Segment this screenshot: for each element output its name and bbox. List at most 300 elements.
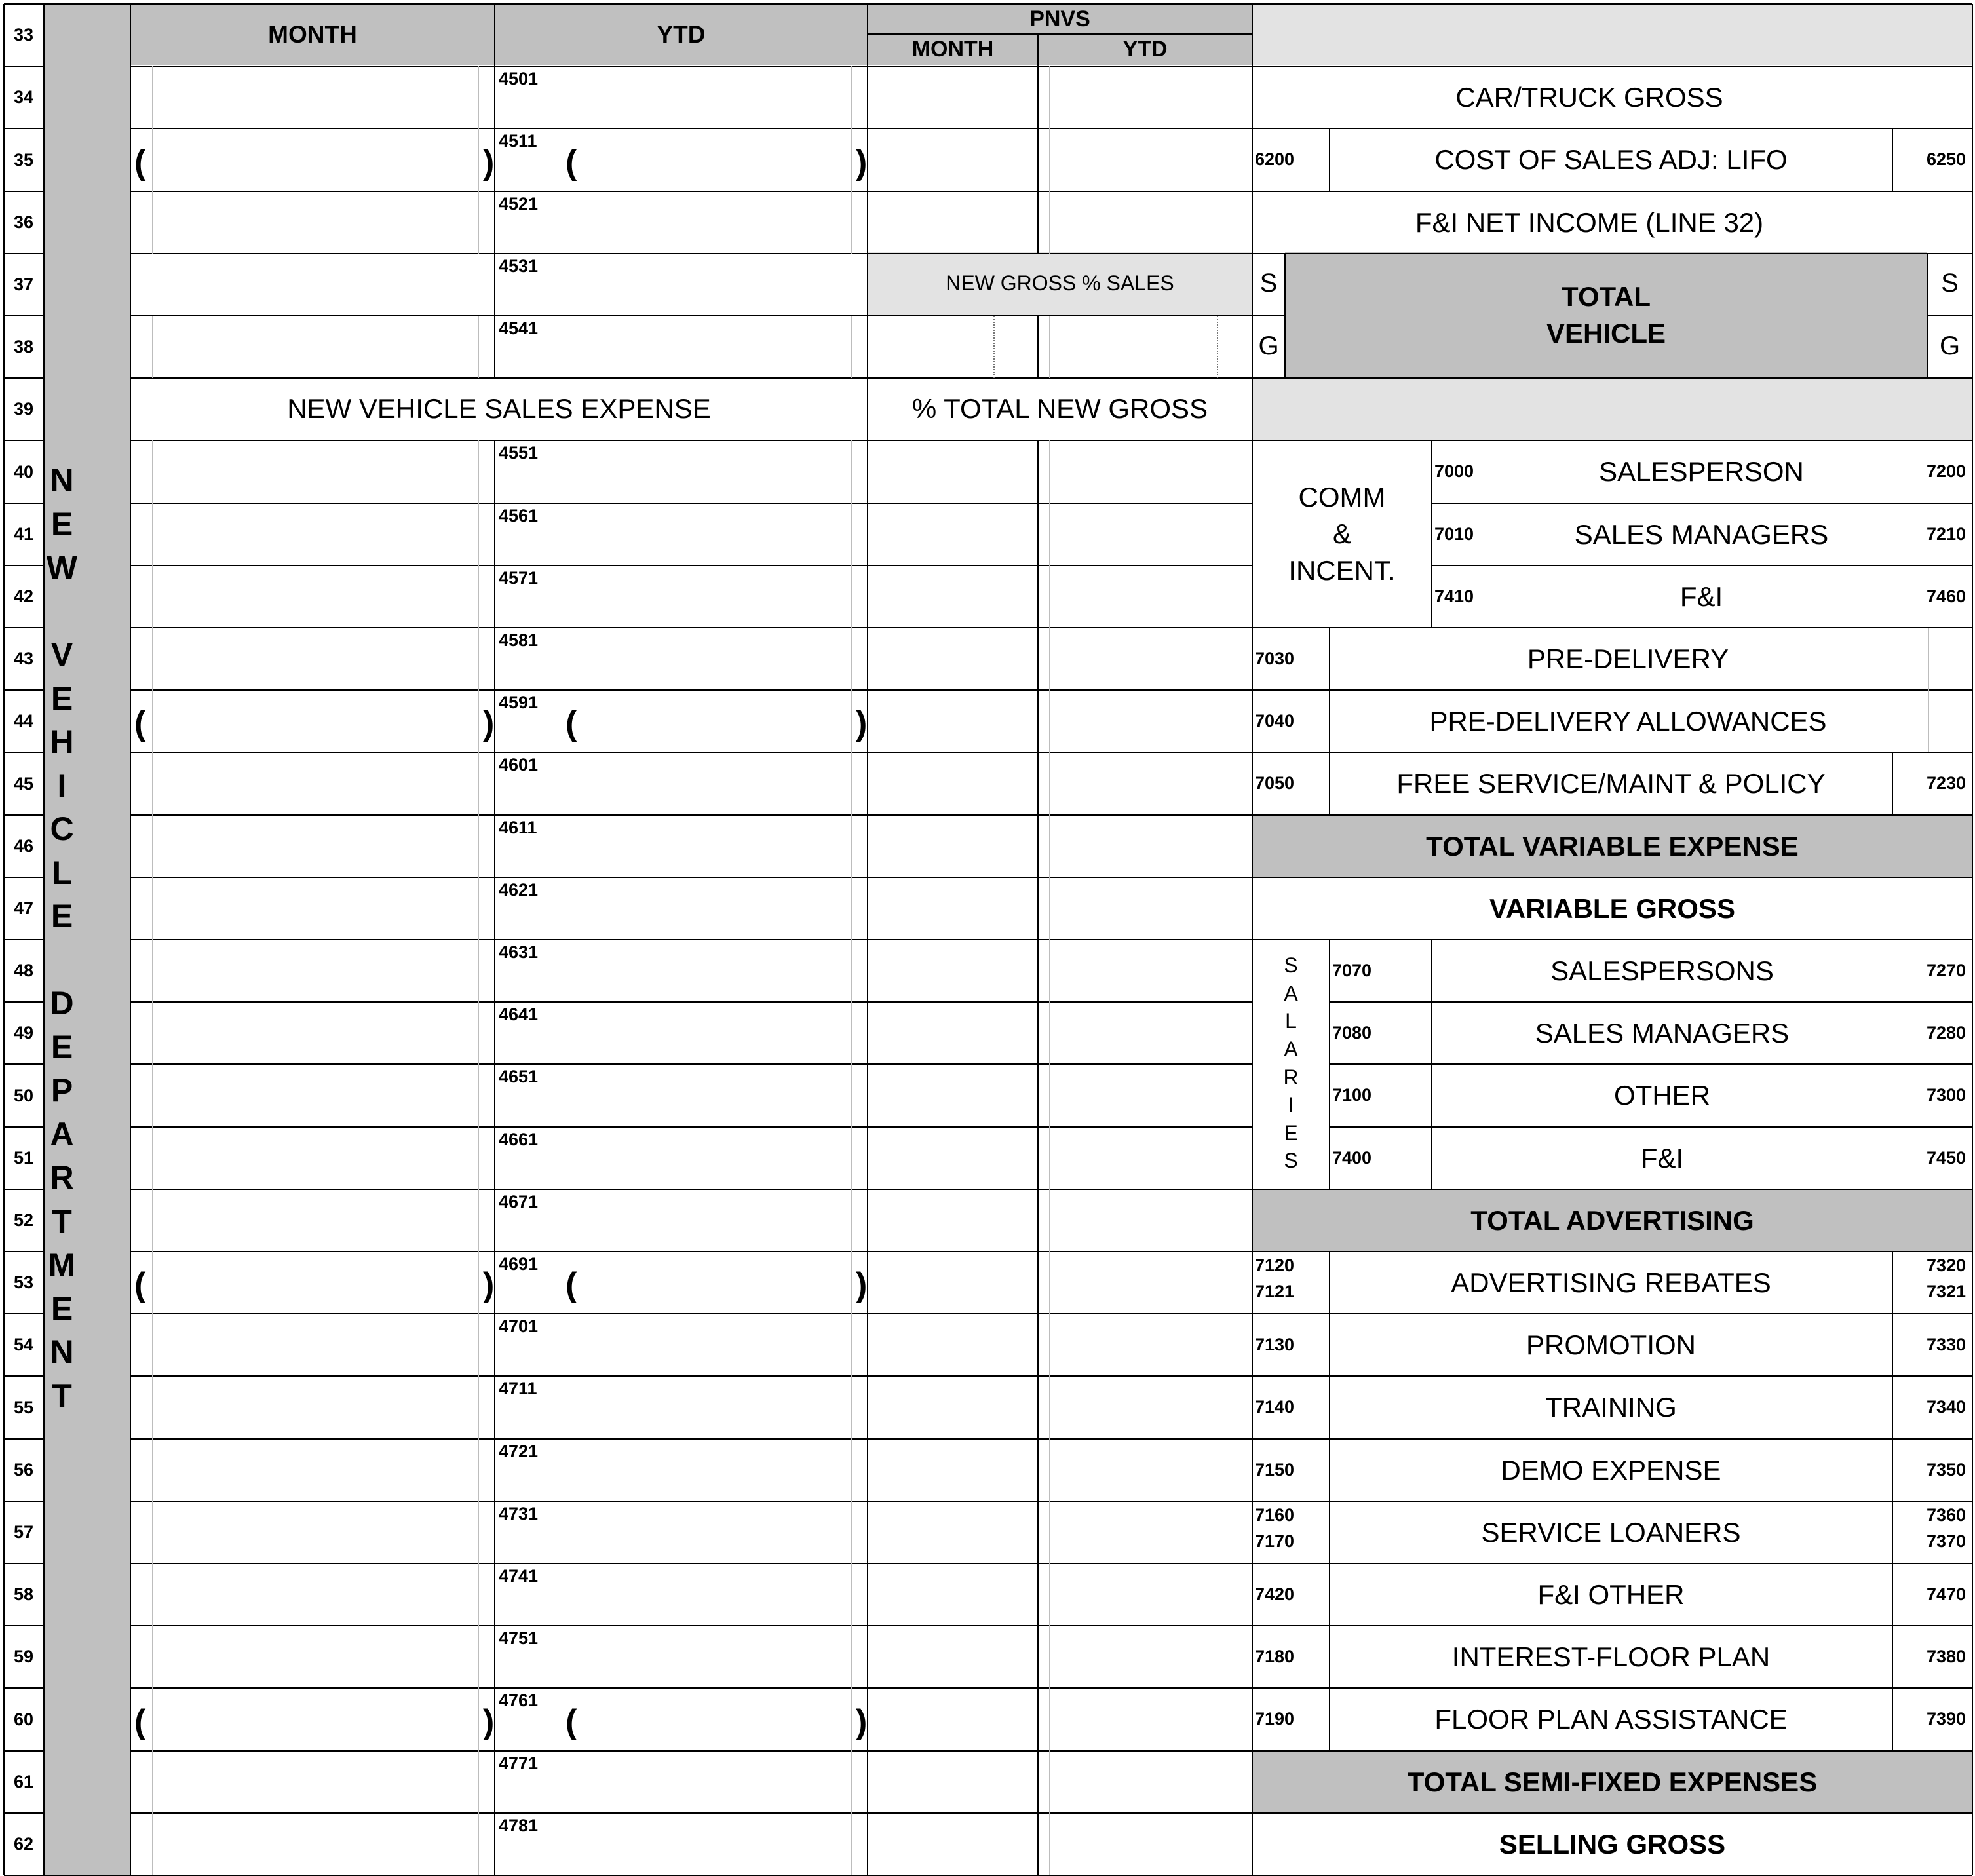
pnvs-ytd-cell[interactable] bbox=[1038, 1626, 1252, 1688]
pnvs-ytd-cell[interactable] bbox=[1038, 1002, 1252, 1064]
ytd-amount-cell[interactable] bbox=[495, 565, 868, 628]
grid-hline bbox=[4, 1251, 44, 1252]
right-row-label bbox=[1330, 690, 1927, 752]
pnvs-ytd-cell[interactable] bbox=[1038, 1252, 1252, 1314]
ytd-amount-cell[interactable] bbox=[495, 877, 868, 940]
pnvs-month-cell[interactable] bbox=[868, 1563, 1038, 1626]
comm-row-text: F&I bbox=[1679, 581, 1723, 612]
ytd-account-code: 4671 bbox=[499, 1192, 539, 1212]
month-header bbox=[130, 4, 495, 65]
grid-vline bbox=[851, 191, 852, 254]
month-amount-cell[interactable] bbox=[130, 316, 495, 378]
grid-vline bbox=[867, 1563, 868, 1626]
ytd-amount-cell[interactable] bbox=[495, 254, 868, 316]
grid-hline bbox=[130, 1251, 1252, 1252]
grid-vline bbox=[1037, 128, 1039, 191]
grid-hline bbox=[130, 814, 1252, 816]
grid-vline bbox=[867, 628, 868, 690]
grid-vline bbox=[851, 1189, 852, 1252]
ytd-amount-cell[interactable] bbox=[495, 815, 868, 877]
department-letter: C bbox=[50, 811, 74, 847]
month-amount-cell[interactable] bbox=[130, 1751, 495, 1813]
grid-vline bbox=[152, 316, 153, 378]
pnvs-ytd-cell[interactable] bbox=[1038, 1064, 1252, 1127]
pnvs-month-cell[interactable] bbox=[868, 440, 1038, 503]
new-gross-pct-sales-label: NEW GROSS % SALES bbox=[946, 271, 1174, 295]
right-row-label bbox=[1330, 1688, 1892, 1751]
month-amount-cell[interactable] bbox=[130, 1127, 495, 1189]
right-account-code: 7321 bbox=[1927, 1282, 1966, 1301]
pnvs-ytd-label: YTD bbox=[1122, 37, 1168, 62]
month-amount-cell[interactable] bbox=[130, 191, 495, 254]
grid-hline bbox=[130, 1126, 1252, 1128]
line-number: 42 bbox=[13, 586, 34, 606]
right-account-code: 7280 bbox=[1927, 1023, 1966, 1043]
left-account-code: 7121 bbox=[1255, 1282, 1295, 1301]
ytd-amount-cell[interactable] bbox=[495, 1813, 868, 1875]
right-section-blank bbox=[1252, 377, 1972, 440]
ytd-account-code: 4611 bbox=[499, 818, 537, 837]
ytd-amount-cell[interactable] bbox=[495, 1314, 868, 1376]
right-account-code: 7470 bbox=[1927, 1584, 1966, 1604]
pnvs-ytd-cell[interactable] bbox=[1038, 1189, 1252, 1252]
ytd-amount-cell[interactable] bbox=[495, 1252, 868, 1314]
right-account-code: 7360 bbox=[1927, 1505, 1966, 1525]
grid-vline bbox=[851, 1751, 852, 1813]
s-marker: S bbox=[1259, 269, 1278, 297]
grid-vline bbox=[1049, 1439, 1050, 1501]
pnvs-month-cell[interactable] bbox=[868, 940, 1038, 1002]
pnvs-month-cell[interactable] bbox=[868, 66, 1038, 128]
right-account-code: 7270 bbox=[1927, 961, 1966, 980]
grid-vline bbox=[867, 191, 868, 254]
ytd-amount-cell[interactable] bbox=[495, 1189, 868, 1252]
expense-section-title bbox=[130, 377, 868, 440]
grid-vline bbox=[478, 1626, 479, 1688]
ytd-account-code: 4731 bbox=[499, 1504, 539, 1523]
grid-vline bbox=[152, 66, 153, 128]
ytd-amount-cell[interactable] bbox=[495, 1563, 868, 1626]
grid-vline bbox=[478, 565, 479, 628]
month-amount-cell[interactable] bbox=[130, 628, 495, 690]
grid-hline bbox=[4, 1625, 44, 1626]
month-amount-cell[interactable] bbox=[130, 128, 495, 191]
ytd-amount-cell[interactable] bbox=[495, 940, 868, 1002]
ytd-account-code: 4641 bbox=[499, 1005, 539, 1024]
ytd-amount-cell[interactable] bbox=[495, 66, 868, 128]
grid-vline bbox=[1049, 940, 1050, 1002]
grid-vline bbox=[1892, 1501, 1893, 1563]
right-account-code: 7210 bbox=[1927, 524, 1966, 544]
grid-hline bbox=[4, 1812, 44, 1814]
pnvs-month-cell[interactable] bbox=[868, 752, 1038, 815]
grid-vline bbox=[494, 4, 495, 66]
month-amount-cell[interactable] bbox=[130, 66, 495, 128]
month-amount-cell[interactable] bbox=[130, 1439, 495, 1501]
grid-vline bbox=[1892, 1563, 1893, 1626]
grid-vline bbox=[494, 1314, 495, 1376]
month-amount-cell[interactable] bbox=[130, 440, 495, 503]
grid-vline bbox=[1329, 690, 1330, 752]
grid-vline bbox=[478, 1064, 479, 1127]
pnvs-month-cell[interactable] bbox=[868, 1813, 1038, 1875]
right-row-label bbox=[1330, 1376, 1892, 1439]
grid-hline bbox=[130, 503, 1252, 504]
grid-hline bbox=[868, 33, 1252, 35]
line-number: 40 bbox=[13, 462, 34, 482]
deduction-parenthesis: ( bbox=[566, 1703, 577, 1741]
grid-vline bbox=[1892, 1626, 1893, 1688]
grid-hline bbox=[1252, 377, 1972, 379]
salaries-row-label bbox=[1432, 1127, 1892, 1189]
ytd-amount-cell[interactable] bbox=[495, 1626, 868, 1688]
salaries-letter: S bbox=[1284, 1149, 1298, 1173]
salaries-letter: S bbox=[1284, 953, 1298, 977]
month-amount-cell[interactable] bbox=[130, 815, 495, 877]
pnvs-month-cell[interactable] bbox=[868, 1688, 1038, 1751]
right-row-text: TOTAL ADVERTISING bbox=[1470, 1204, 1754, 1236]
grid-vline bbox=[867, 1626, 868, 1688]
month-amount-cell[interactable] bbox=[130, 503, 495, 565]
grid-vline bbox=[494, 191, 495, 254]
grid-vline bbox=[478, 1189, 479, 1252]
line-number: 52 bbox=[13, 1210, 34, 1230]
grid-hline bbox=[4, 627, 44, 628]
department-letter: M bbox=[48, 1246, 76, 1283]
pnvs-month-cell[interactable] bbox=[868, 565, 1038, 628]
comm-row-text: SALESPERSON bbox=[1599, 456, 1804, 487]
line-number: 61 bbox=[13, 1772, 34, 1791]
pnvs-month-cell[interactable] bbox=[868, 1064, 1038, 1127]
grid-hline bbox=[1252, 877, 1972, 878]
right-row-text: SERVICE LOANERS bbox=[1481, 1516, 1741, 1548]
pnvs-ytd-cell[interactable] bbox=[1038, 940, 1252, 1002]
month-amount-cell[interactable] bbox=[130, 1501, 495, 1563]
line-number: 45 bbox=[13, 774, 34, 794]
deduction-parenthesis: ) bbox=[483, 704, 495, 742]
grid-hline bbox=[130, 877, 1252, 878]
pnvs-month-cell[interactable] bbox=[868, 1751, 1038, 1813]
comm-row-label bbox=[1510, 503, 1892, 565]
grid-vline bbox=[152, 1501, 153, 1563]
ytd-amount-cell[interactable] bbox=[495, 503, 868, 565]
left-account-code: 7150 bbox=[1255, 1460, 1295, 1480]
pnvs-month-cell[interactable] bbox=[868, 1439, 1038, 1501]
month-amount-cell[interactable] bbox=[130, 1563, 495, 1626]
line-number: 46 bbox=[13, 836, 34, 856]
month-amount-cell[interactable] bbox=[130, 1314, 495, 1376]
right-row-label bbox=[1330, 1626, 1892, 1688]
pnvs-ytd-cell[interactable] bbox=[1038, 440, 1252, 503]
grid-vline bbox=[152, 191, 153, 254]
grid-hline bbox=[4, 128, 44, 129]
grid-hline bbox=[1252, 128, 1972, 129]
ytd-account-code: 4581 bbox=[499, 630, 539, 650]
grid-vline bbox=[494, 628, 495, 690]
ytd-amount-cell[interactable] bbox=[495, 1064, 868, 1127]
month-amount-cell[interactable] bbox=[130, 1813, 495, 1875]
salaries-row-label bbox=[1432, 940, 1892, 1002]
grid-vline bbox=[152, 752, 153, 815]
grid-vline bbox=[478, 1376, 479, 1439]
g-marker: G bbox=[1939, 331, 1961, 360]
line-number: 49 bbox=[13, 1023, 34, 1043]
line-number: 54 bbox=[13, 1335, 34, 1354]
month-amount-cell[interactable] bbox=[130, 940, 495, 1002]
line-number: 55 bbox=[13, 1398, 34, 1417]
pnvs-month-cell[interactable] bbox=[868, 877, 1038, 940]
comm-row-text: SALES MANAGERS bbox=[1574, 518, 1829, 550]
ytd-amount-cell[interactable] bbox=[495, 1376, 868, 1439]
grid-vline bbox=[851, 440, 852, 503]
ytd-amount-cell[interactable] bbox=[495, 191, 868, 254]
pnvs-ytd-cell[interactable] bbox=[1038, 815, 1252, 877]
right-header-blank bbox=[1252, 4, 1972, 65]
month-amount-cell[interactable] bbox=[130, 1688, 495, 1751]
pnvs-ytd-cell[interactable] bbox=[1038, 877, 1252, 940]
grid-hline bbox=[4, 1438, 44, 1440]
grid-vline bbox=[478, 1252, 479, 1314]
pnvs-month-cell[interactable] bbox=[868, 128, 1038, 191]
pnvs-month-cell[interactable] bbox=[868, 690, 1038, 752]
pnvs-month-cell[interactable] bbox=[868, 628, 1038, 690]
line-number: 56 bbox=[13, 1460, 34, 1480]
grid-vline bbox=[1928, 628, 1929, 752]
grid-vline bbox=[867, 877, 868, 940]
left-account-code: 7070 bbox=[1332, 961, 1372, 980]
department-letter: A bbox=[50, 1115, 74, 1153]
pnvs-ytd-cell[interactable] bbox=[1038, 752, 1252, 815]
ytd-account-code: 4501 bbox=[499, 69, 539, 88]
right-row-label bbox=[1330, 752, 1892, 815]
pnvs-ytd-cell[interactable] bbox=[1038, 1501, 1252, 1563]
pnvs-ytd-cell[interactable] bbox=[1038, 565, 1252, 628]
grid-vline bbox=[1037, 752, 1039, 815]
month-amount-cell[interactable] bbox=[130, 1189, 495, 1252]
month-amount-cell[interactable] bbox=[130, 877, 495, 940]
grid-vline bbox=[494, 1626, 495, 1688]
pnvs-month-cell[interactable] bbox=[868, 1314, 1038, 1376]
pnvs-month-cell[interactable] bbox=[868, 815, 1038, 877]
grid-vline bbox=[494, 877, 495, 940]
pnvs-ytd-cell[interactable] bbox=[1038, 1314, 1252, 1376]
grid-vline bbox=[152, 1563, 153, 1626]
month-amount-cell[interactable] bbox=[130, 254, 495, 316]
pnvs-month-cell[interactable] bbox=[868, 1626, 1038, 1688]
ytd-amount-cell[interactable] bbox=[495, 690, 868, 752]
right-row-label bbox=[1330, 1563, 1892, 1626]
ytd-account-code: 4701 bbox=[499, 1316, 539, 1336]
grid-vline bbox=[867, 4, 868, 66]
grid-vline bbox=[1329, 128, 1330, 191]
grid-vline bbox=[1049, 877, 1050, 940]
pnvs-month-cell[interactable] bbox=[868, 1501, 1038, 1563]
grid-vline bbox=[478, 1439, 479, 1501]
pnvs-month-cell[interactable] bbox=[868, 503, 1038, 565]
grid-vline bbox=[478, 1813, 479, 1875]
left-account-code: 7400 bbox=[1332, 1148, 1372, 1168]
grid-vline bbox=[1892, 1376, 1893, 1439]
right-row-label bbox=[1330, 128, 1892, 191]
grid-vline bbox=[494, 752, 495, 815]
month-amount-cell[interactable] bbox=[130, 752, 495, 815]
pnvs-ytd-cell[interactable] bbox=[1038, 1751, 1252, 1813]
grid-hline bbox=[130, 1812, 1252, 1814]
grid-vline bbox=[152, 940, 153, 1002]
pnvs-ytd-cell[interactable] bbox=[1038, 191, 1252, 254]
grid-vline bbox=[851, 1626, 852, 1688]
right-row-text: VARIABLE GROSS bbox=[1489, 892, 1735, 924]
month-amount-cell[interactable] bbox=[130, 1002, 495, 1064]
grid-vline bbox=[478, 1314, 479, 1376]
grid-vline bbox=[478, 1751, 479, 1813]
right-row-text: PROMOTION bbox=[1526, 1329, 1696, 1360]
grid-vline bbox=[867, 1002, 868, 1064]
pnvs-month-cell[interactable] bbox=[868, 1376, 1038, 1439]
total-vehicle-g-right bbox=[1927, 315, 1972, 377]
grid-vline bbox=[867, 1813, 868, 1875]
line-number: 62 bbox=[13, 1834, 34, 1854]
grid-vline bbox=[152, 1688, 153, 1751]
grid-vline bbox=[1049, 1813, 1050, 1875]
ytd-amount-cell[interactable] bbox=[495, 1127, 868, 1189]
pnvs-ytd-cell[interactable] bbox=[1038, 66, 1252, 128]
grid-vline bbox=[1892, 1439, 1893, 1501]
pnvs-month-cell[interactable] bbox=[868, 191, 1038, 254]
ytd-amount-cell[interactable] bbox=[495, 128, 868, 191]
right-row-text: TRAINING bbox=[1545, 1392, 1677, 1423]
grid-vline bbox=[1037, 1563, 1039, 1626]
total-vehicle-g-left bbox=[1252, 315, 1285, 377]
right-row-text: DEMO EXPENSE bbox=[1501, 1454, 1721, 1485]
comm-incent-label bbox=[1252, 440, 1432, 628]
grid-vline bbox=[494, 440, 495, 503]
pnvs-ytd-cell[interactable] bbox=[1038, 503, 1252, 565]
grid-vline bbox=[152, 628, 153, 690]
grid-hline bbox=[1330, 1001, 1972, 1003]
month-amount-cell[interactable] bbox=[130, 1064, 495, 1127]
line-number: 59 bbox=[13, 1647, 34, 1666]
ytd-amount-cell[interactable] bbox=[495, 1688, 868, 1751]
ytd-amount-cell[interactable] bbox=[495, 316, 868, 378]
pnvs-ytd-cell[interactable] bbox=[1038, 1439, 1252, 1501]
ytd-amount-cell[interactable] bbox=[495, 628, 868, 690]
grid-hline bbox=[130, 377, 1252, 379]
line-number: 50 bbox=[13, 1086, 34, 1105]
month-amount-cell[interactable] bbox=[130, 1376, 495, 1439]
ytd-account-code: 4511 bbox=[499, 131, 537, 151]
ytd-amount-cell[interactable] bbox=[495, 440, 868, 503]
deduction-parenthesis: ( bbox=[566, 1266, 577, 1304]
s-marker: S bbox=[1941, 269, 1959, 297]
pct-total-new-gross-title bbox=[868, 377, 1252, 440]
pnvs-ytd-cell[interactable] bbox=[1038, 690, 1252, 752]
month-amount-cell[interactable] bbox=[130, 1252, 495, 1314]
right-account-code: 7450 bbox=[1927, 1148, 1966, 1168]
grid-hline bbox=[1252, 814, 1972, 816]
department-letter: H bbox=[50, 723, 74, 760]
grid-vline bbox=[1892, 128, 1893, 191]
grid-vline bbox=[1037, 690, 1039, 752]
grid-vline bbox=[867, 815, 868, 877]
line-number: 60 bbox=[13, 1710, 34, 1729]
grid-vline bbox=[1037, 1314, 1039, 1376]
salaries-letter: R bbox=[1283, 1065, 1299, 1089]
line-number: 48 bbox=[13, 961, 34, 980]
grid-vline bbox=[867, 1688, 868, 1751]
line-number: 37 bbox=[13, 275, 34, 294]
grid-vline bbox=[867, 1127, 868, 1189]
expense-section-label: NEW VEHICLE SALES EXPENSE bbox=[287, 392, 711, 424]
pnvs-month-cell[interactable] bbox=[868, 1189, 1038, 1252]
right-row-text: F&I NET INCOME (LINE 32) bbox=[1415, 206, 1764, 238]
pnvs-ytd-cell[interactable] bbox=[1038, 1688, 1252, 1751]
grid-vline bbox=[1217, 316, 1218, 378]
grid-hline bbox=[1252, 689, 1972, 691]
right-account-code: 7390 bbox=[1927, 1709, 1966, 1729]
comm-row-label bbox=[1510, 440, 1892, 503]
ytd-amount-cell[interactable] bbox=[495, 1002, 868, 1064]
pnvs-month-cell[interactable] bbox=[868, 1252, 1038, 1314]
month-amount-cell[interactable] bbox=[130, 565, 495, 628]
grid-vline bbox=[1037, 1064, 1039, 1127]
grid-vline bbox=[478, 66, 479, 128]
grid-vline bbox=[478, 628, 479, 690]
ytd-amount-cell[interactable] bbox=[495, 1501, 868, 1563]
pnvs-month-cell[interactable] bbox=[868, 1127, 1038, 1189]
pnvs-ytd-cell[interactable] bbox=[1038, 128, 1252, 191]
pnvs-ytd-cell[interactable] bbox=[1038, 1376, 1252, 1439]
grid-vline bbox=[478, 128, 479, 191]
grid-hline bbox=[1252, 939, 1972, 940]
left-account-code: 7180 bbox=[1255, 1647, 1295, 1666]
pnvs-ytd-cell[interactable] bbox=[1038, 628, 1252, 690]
ytd-account-code: 4631 bbox=[499, 942, 539, 962]
ytd-account-code: 4601 bbox=[499, 755, 539, 775]
grid-hline bbox=[130, 1313, 1252, 1314]
grid-vline bbox=[478, 440, 479, 503]
grid-hline bbox=[1252, 1625, 1972, 1626]
deduction-parenthesis: ( bbox=[134, 1266, 146, 1304]
line-number: 47 bbox=[13, 898, 34, 918]
grid-hline bbox=[4, 377, 44, 379]
grid-vline bbox=[1329, 1563, 1330, 1626]
grid-vline bbox=[1037, 1626, 1039, 1688]
month-amount-cell[interactable] bbox=[130, 1626, 495, 1688]
ytd-amount-cell[interactable] bbox=[495, 752, 868, 815]
grid-hline bbox=[130, 627, 1252, 628]
left-account-code: 7140 bbox=[1255, 1397, 1295, 1417]
pnvs-ytd-cell[interactable] bbox=[1038, 1563, 1252, 1626]
month-amount-cell[interactable] bbox=[130, 690, 495, 752]
ytd-amount-cell[interactable] bbox=[495, 1751, 868, 1813]
pnvs-ytd-cell[interactable] bbox=[1038, 1127, 1252, 1189]
grid-hline bbox=[1252, 440, 1972, 441]
grid-vline bbox=[867, 1252, 868, 1314]
ytd-amount-cell[interactable] bbox=[495, 1439, 868, 1501]
grid-hline bbox=[1252, 1375, 1972, 1377]
grid-hline bbox=[1252, 1313, 1972, 1314]
grid-vline bbox=[1037, 440, 1039, 503]
salaries-letter: E bbox=[1284, 1120, 1298, 1145]
line-number: 43 bbox=[13, 649, 34, 668]
pnvs-ytd-cell[interactable] bbox=[1038, 1813, 1252, 1875]
total-vehicle-label-1: TOTAL bbox=[1561, 280, 1651, 312]
grid-hline bbox=[4, 66, 44, 67]
grid-vline bbox=[867, 1064, 868, 1127]
line-number: 39 bbox=[13, 399, 34, 419]
pnvs-month-cell[interactable] bbox=[868, 1002, 1038, 1064]
